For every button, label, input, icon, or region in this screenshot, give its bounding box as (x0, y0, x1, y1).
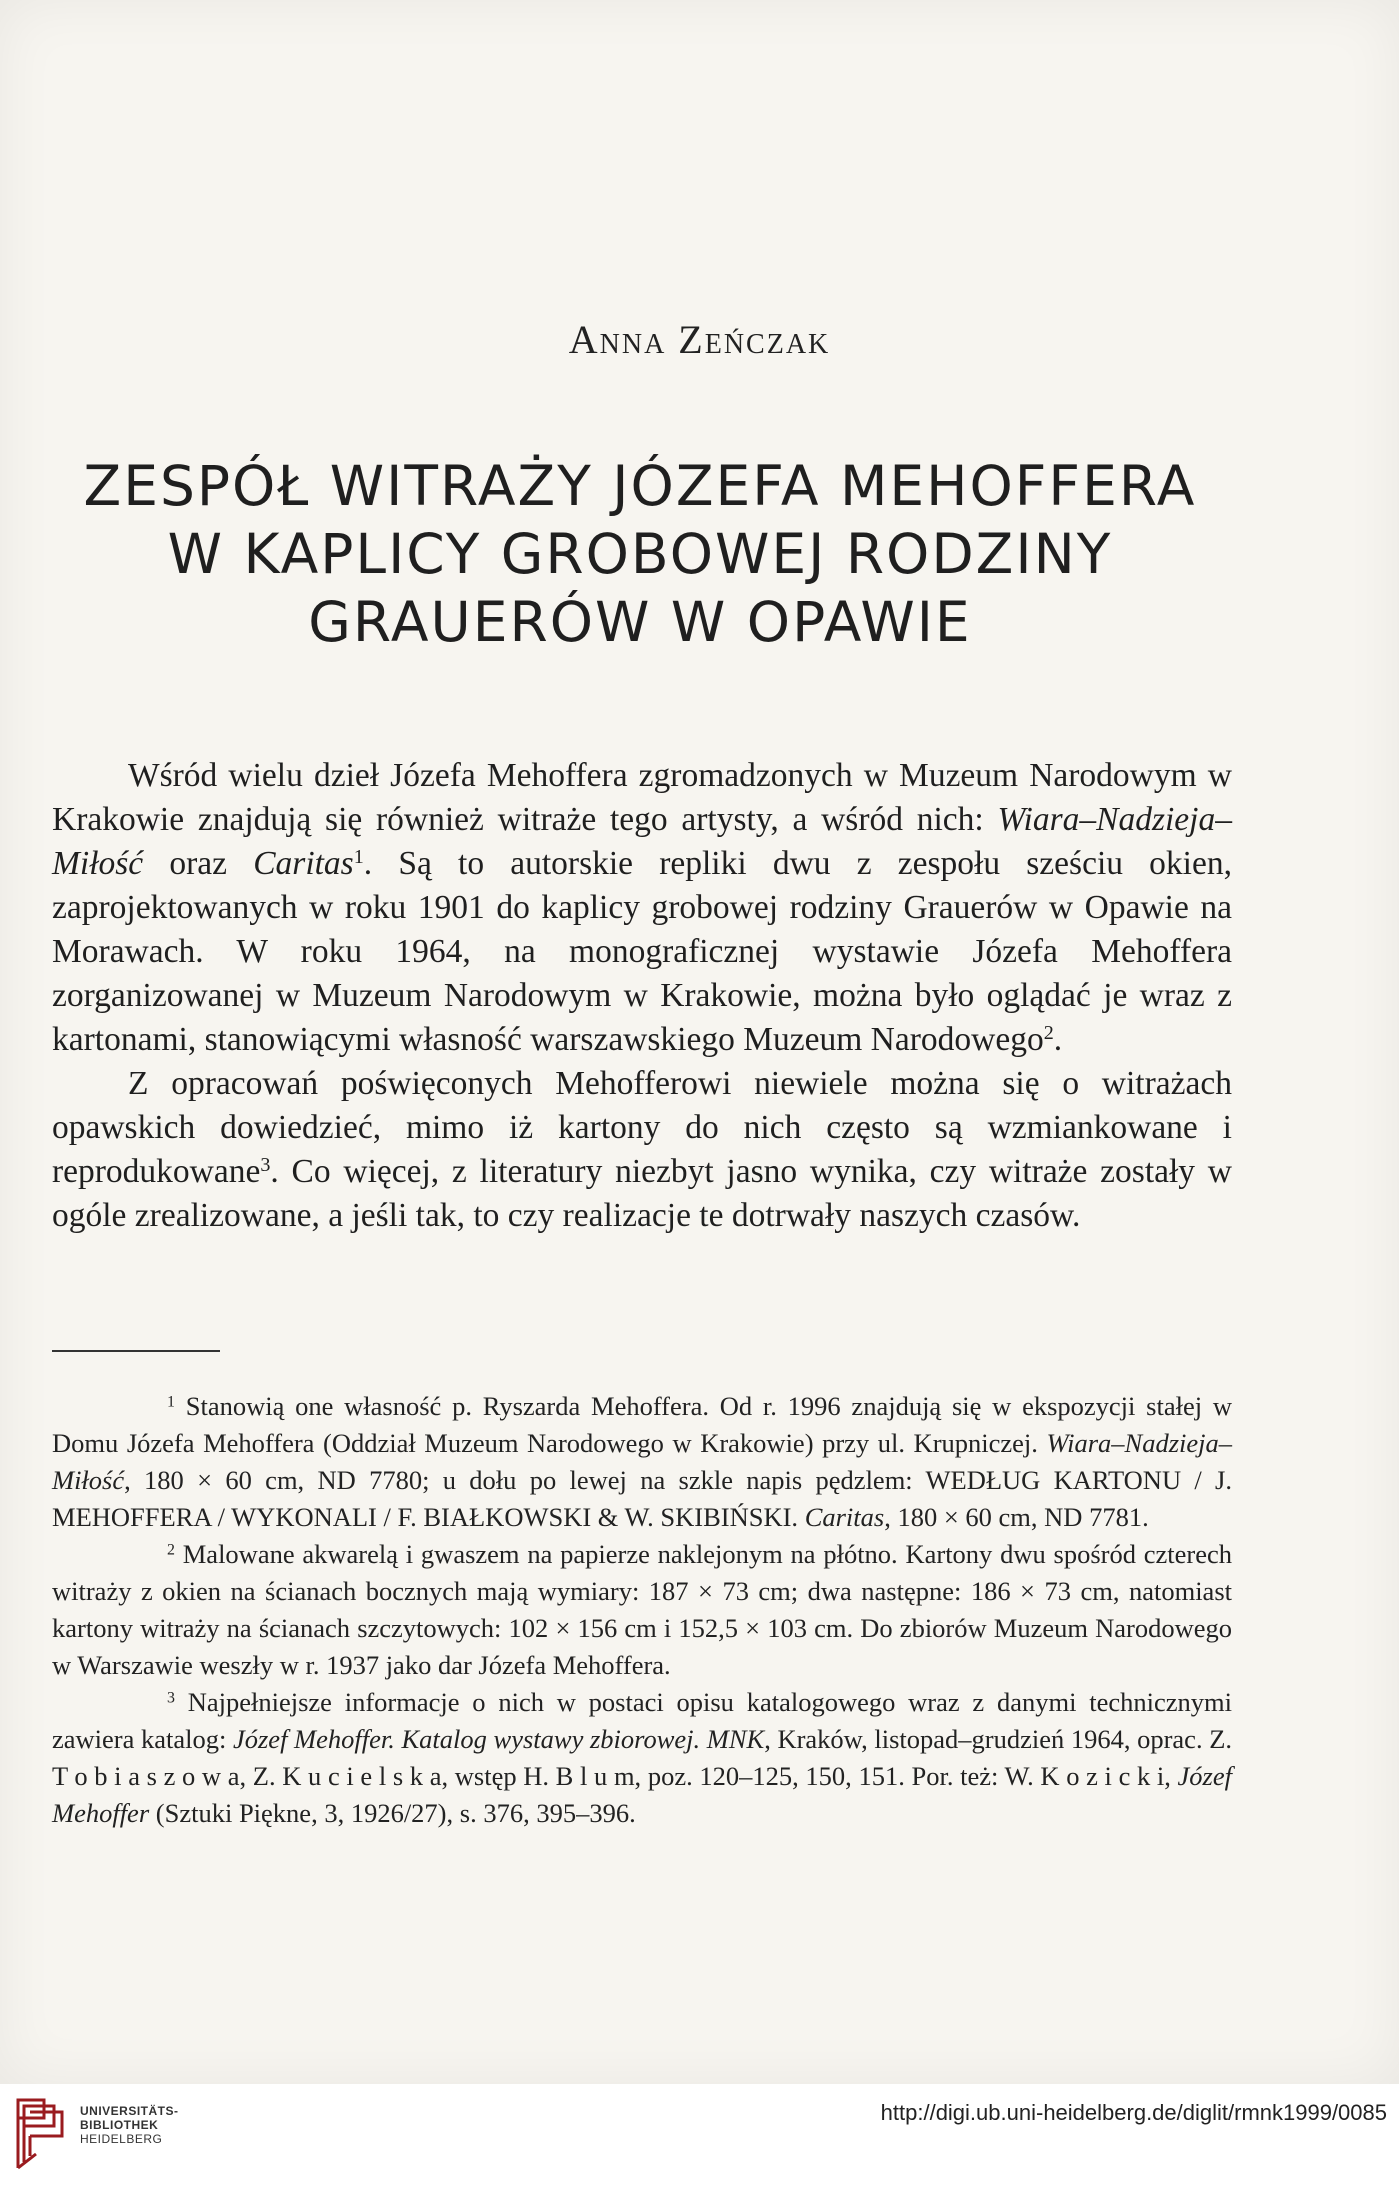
body-paragraph: Wśród wielu dzieł Józefa Mehoffera zgromadzonych w Muzeum Narodowym w Krakowie znajdują się również witraże tego artysty, a wśród nich: Wiara–Nadzieja–Miłość oraz Caritas$^1$. Są to autorskie repliki dwu z zespołu sześciu okien, zaprojektowanych w roku 1901 do kaplicy grobowej rodziny Grauerów w Opawie na Morawach. W roku 1964, na monograficznej wystawie Józefa Mehoffera zorganizowanej w Muzeum Narodowym w Krakowie, można było oglądać je wraz z kartonami, stanowiącymi własność warszawskiego Muzeum Narodowego$^2$. (52, 757, 1232, 1058)
source-url-link[interactable]: http://digi.ub.uni-heidelberg.de/diglit/rmnk1999/0085 (880, 2100, 1387, 2125)
article-author: Anna Zeńczak (568, 317, 831, 362)
title-line: ZESPÓŁ WITRAŻY JÓZEFA MEHOFFERA (83, 454, 1197, 518)
body-paragraph: Z opracowań poświęconych Mehofferowi niewiele można się o witrażach opawskich dowiedzieć, mimo iż kartony do nich często są wzmiankowane i reprodukowane$^3$. Co więcej, z literatury niezbyt jasno wynika, czy witraże zostały w ogóle zrealizowane, a jeśli tak, to czy realizacje te dotrwały naszych czasów. (52, 1065, 1232, 1234)
institution-name[interactable]: UNIVERSITÄTS- BIBLIOTHEK HEIDELBERG (80, 2104, 179, 2146)
footnote-ref: 3 (260, 1153, 271, 1176)
footnote-1: $^1$ Stanowią one własność p. Ryszarda Mehoffera. Od r. 1996 znajdują się w ekspozycji stałej w Domu Józefa Mehoffera (Oddział Muzeum Narodowego w Krakowie) przy ul. Krupniczej. Wiara–Nadzieja–Miłość, 180 × 60 cm, ND 7780; u dołu po lewej na szkle napis pędzlem: WEDŁUG KARTONU / J. MEHOFFERA / WYKONALI / F. BIAŁKOWSKI & W. SKIBIŃSKI. Caritas, 180 × 60 cm, ND 7781. (52, 1391, 1232, 1532)
footnote-3: $^3$ Najpełniejsze informacje o nich w postaci opisu katalogowego wraz z danymi technicznymi zawiera katalog: Józef Mehoffer. Katalog wystawy zbiorowej. MNK, Kraków, listopad–grudzień 1964, oprac. Z. T o b i a s z o w a, Z. K u c i e l s k a, wstęp H. B l u m, poz. 120–125, 150, 151. Por. też: W. K o z i c k i, Józef Mehoffer (Sztuki Piękne, 3, 1926/27), s. 376, 395–396. (52, 1687, 1233, 1828)
footnotes (52, 1388, 1232, 1832)
footnote-divider (52, 1350, 220, 1352)
title-line: GRAUERÓW W OPAWIE (308, 590, 972, 654)
footnote-ref: 2 (1043, 1021, 1054, 1044)
article-body (52, 754, 1232, 1238)
footnote-ref: 1 (353, 845, 364, 868)
article-title (60, 452, 1220, 656)
university-library-logo-icon[interactable] (14, 2092, 66, 2172)
footnote-2: $^2$ Malowane akwarelą i gwaszem na papierze naklejonym na płótno. Kartony dwu spośród czterech witraży z okien na ścianach bocznych mają wymiary: 187 × 73 cm; dwa następne: 186 × 73 cm, natomiast kartony witraży na ścianach szczytowych: 102 × 156 cm i 152,5 × 103 cm. Do zbiorów Muzeum Narodowego w Warszawie weszły w r. 1937 jako dar Józefa Mehoffera. (52, 1539, 1232, 1680)
title-line: W KAPLICY GROBOWEJ RODZINY (167, 522, 1113, 586)
